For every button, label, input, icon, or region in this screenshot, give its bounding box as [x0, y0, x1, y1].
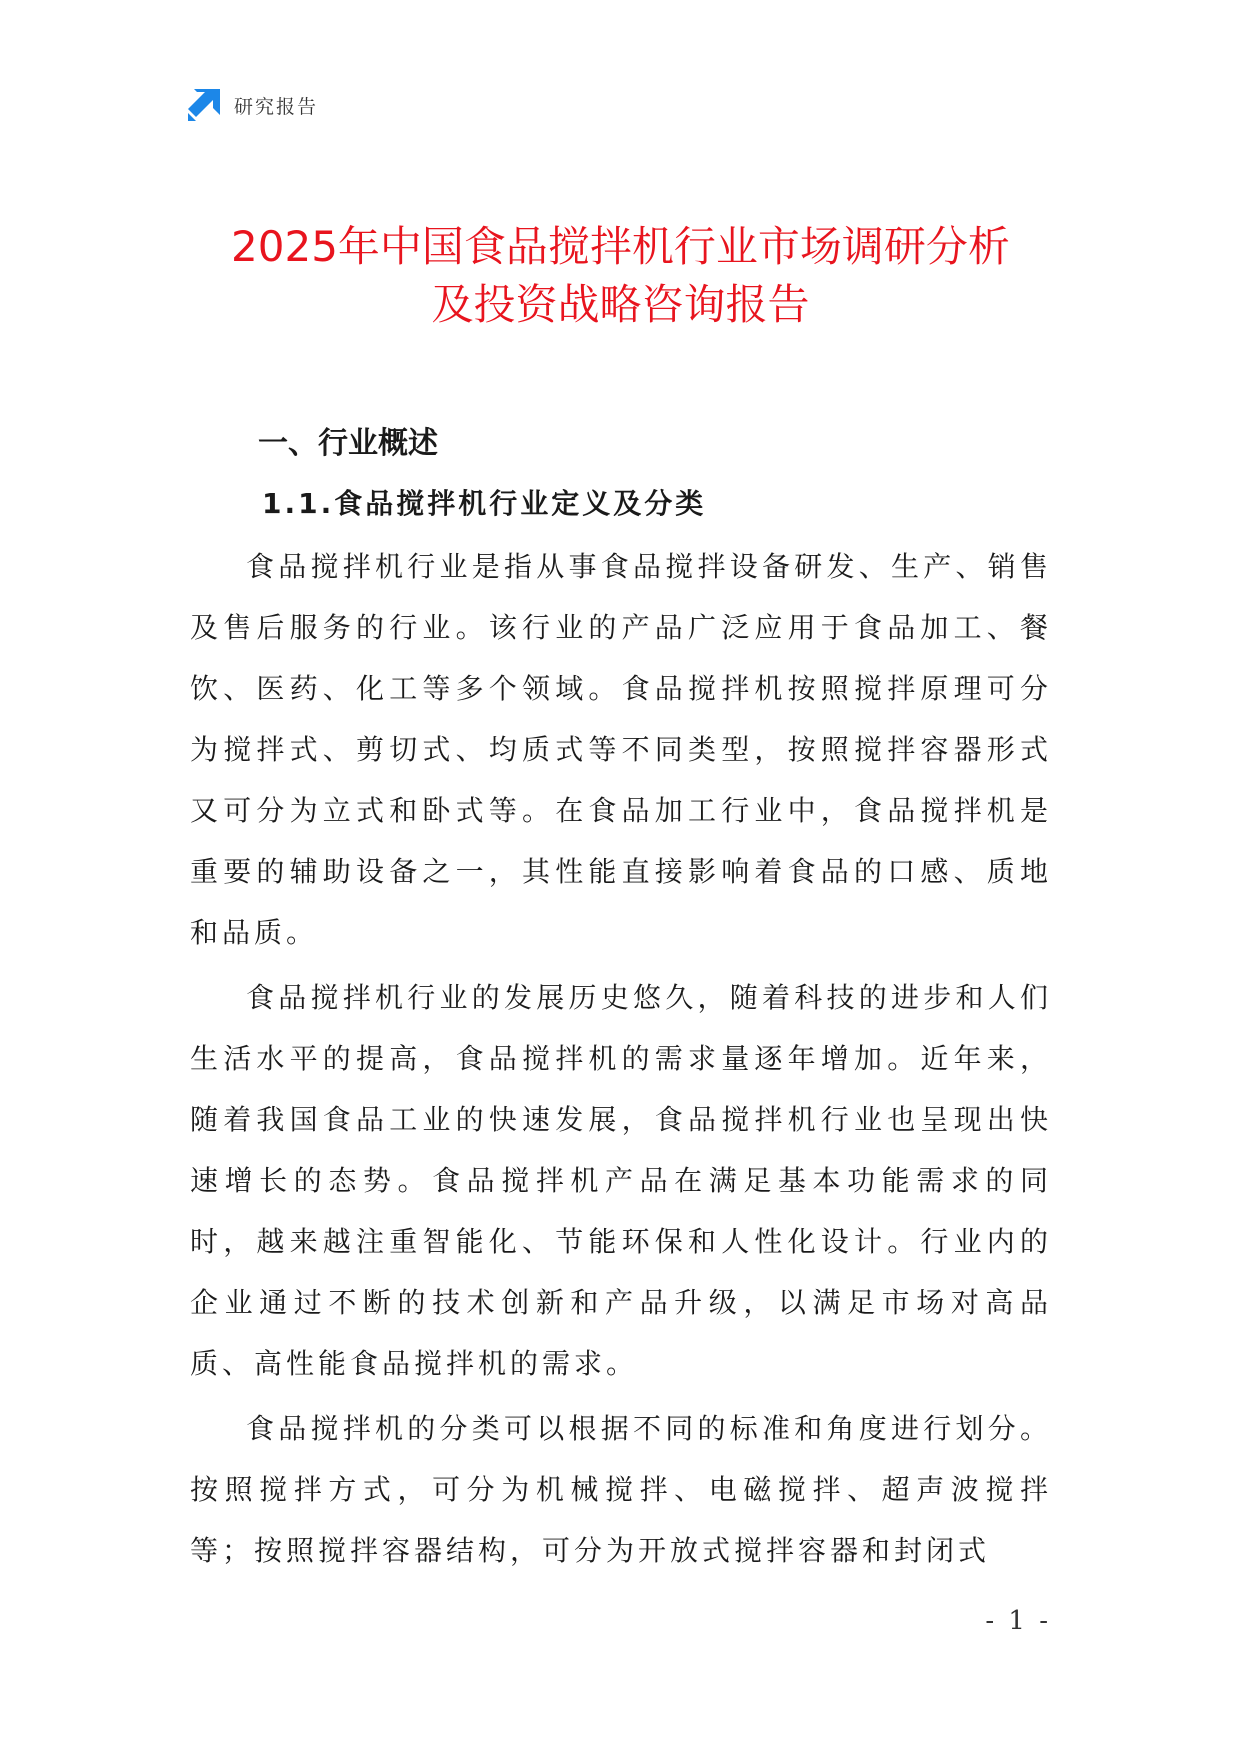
body-text [190, 536, 1052, 1585]
document-header [188, 88, 318, 122]
page-number: - 1 - [985, 1606, 1051, 1636]
paragraph-3: 食品搅拌机的分类可以根据不同的标准和角度进行划分。按照搅拌方式，可分为机械搅拌、电磁搅拌、超声波搅拌等；按照搅拌容器结构，可分为开放式搅拌容器和封闭式 [190, 1412, 1052, 1567]
paragraph-2: 食品搅拌机行业的发展历史悠久，随着科技的进步和人们生活水平的提高，食品搅拌机的需求量逐年增加。近年来，随着我国食品工业的快速发展，食品搅拌机行业也呈现出快速增长的态势。食品搅拌机产品在满足基本功能需求的同时，越来越注重智能化、节能环保和人性化设计。行业内的企业通过不断的技术创新和产品升级，以满足市场对高品质、高性能食品搅拌机的需求。 [190, 981, 1052, 1380]
header-label: 研究报告 [234, 95, 319, 118]
title-line-1: 2025年中国食品搅拌机行业市场调研分析 [231, 222, 1010, 271]
paragraph-1: 食品搅拌机行业是指从事食品搅拌设备研发、生产、销售及售后服务的行业。该行业的产品广泛应用于食品加工、餐饮、医药、化工等多个领域。食品搅拌机按照搅拌原理可分为搅拌式、剪切式、均质式等不同类型，按照搅拌容器形式又可分为立式和卧式等。在食品加工行业中，食品搅拌机是重要的辅助设备之一，其性能直接影响着食品的口感、质地和品质。 [190, 550, 1052, 949]
arrow-up-right-icon [188, 89, 220, 121]
section-heading: 一、行业概述 [258, 426, 438, 461]
document-title [150, 218, 1091, 334]
title-line-2: 及投资战略咨询报告 [431, 280, 810, 329]
subsection-heading: 1.1.食品搅拌机行业定义及分类 [262, 487, 707, 520]
